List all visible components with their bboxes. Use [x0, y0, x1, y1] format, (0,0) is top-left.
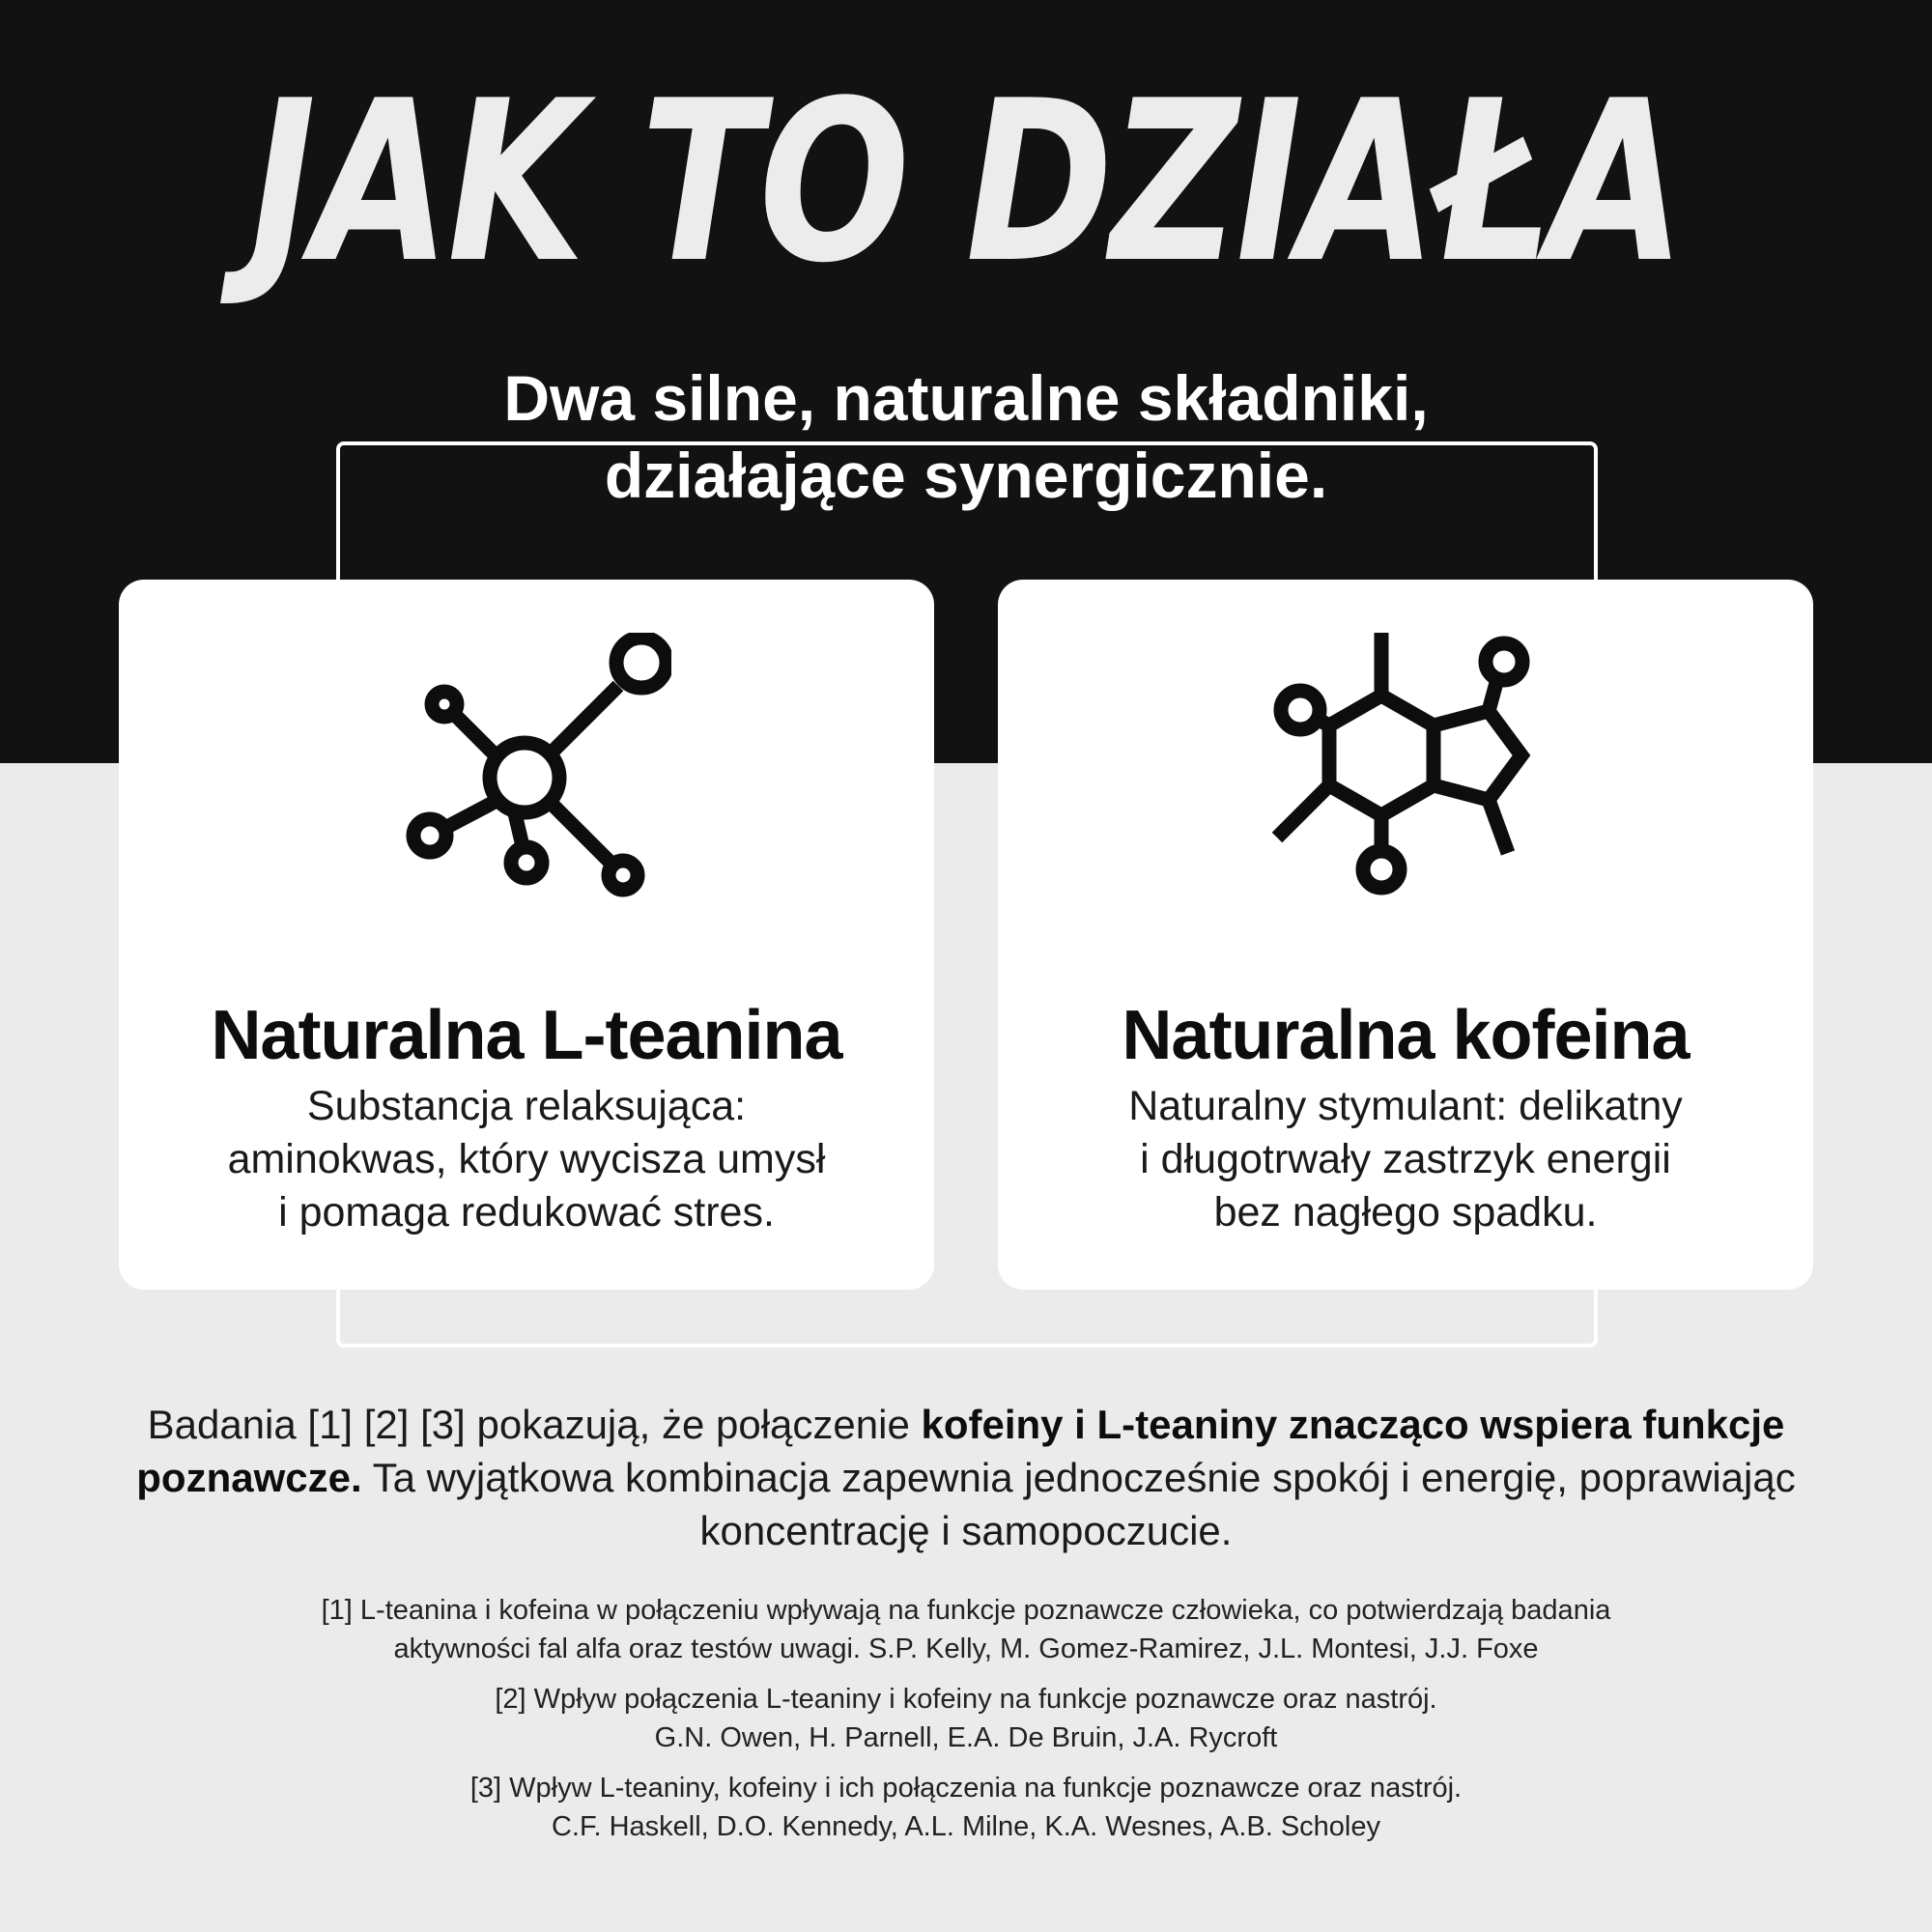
headline: JAK TO DZIAŁA: [249, 54, 1683, 312]
reference-line: [2] Wpływ połączenia L-teaniny i kofeiny na funkcje poznawcze oraz nastrój.: [495, 1684, 1437, 1715]
summary-text: Ta wyjątkowa kombinacja zapewnia jednocześnie spokój i energię, poprawiając koncentrację i samopoczucie.: [361, 1455, 1796, 1553]
card-description-line: aminokwas, który wycisza umysł: [227, 1136, 826, 1182]
subheadline-line-2: działające synergicznie.: [604, 440, 1328, 511]
card-description-line: Naturalny stymulant: delikatny: [1128, 1083, 1683, 1129]
reference-line: [3] Wpływ L-teaniny, kofeiny i ich połączenia na funkcje poznawcze oraz nastrój.: [469, 1773, 1463, 1804]
card-description: [119, 1080, 934, 1239]
summary-paragraph: [116, 1398, 1816, 1557]
card-title: Naturalna L-teanina: [211, 997, 842, 1074]
card-title: Naturalna kofeina: [1122, 997, 1690, 1074]
card-description-line: bez nagłego spadku.: [1213, 1189, 1598, 1236]
reference-line: [1] L-teanina i kofeina w połączeniu wpływają na funkcje poznawcze człowieka, co potwierdzają badania: [321, 1595, 1611, 1626]
summary-bold-text: kofeiny i L-teaniny znacząco wspiera funkcje poznawcze.: [136, 1402, 1785, 1500]
caffeine-molecule-icon: [998, 633, 1813, 923]
subheadline-line-1: Dwa silne, naturalne składniki,: [503, 362, 1429, 434]
card-description-line: i pomaga redukować stres.: [278, 1189, 775, 1236]
summary-text: Badania [1] [2] [3] pokazują, że połączenie: [147, 1402, 922, 1447]
reference-item: [145, 1591, 1787, 1668]
card-l-theanine: [119, 580, 934, 1290]
card-description-line: i długotrwały zastrzyk energii: [1140, 1136, 1671, 1182]
references: [145, 1591, 1787, 1858]
card-description-line: Substancja relaksująca:: [306, 1083, 747, 1129]
reference-line: aktywności fal alfa oraz testów uwagi. S.P. Kelly, M. Gomez-Ramirez, J.L. Montesi, J.J. Foxe: [393, 1634, 1539, 1664]
reference-item: [145, 1680, 1787, 1757]
molecule-network-icon: [119, 633, 934, 923]
reference-line: C.F. Haskell, D.O. Kennedy, A.L. Milne, K.A. Wesnes, A.B. Scholey: [551, 1811, 1381, 1842]
reference-item: [145, 1769, 1787, 1846]
subheadline: [0, 359, 1932, 514]
card-description: [998, 1080, 1813, 1239]
card-caffeine: [998, 580, 1813, 1290]
reference-line: G.N. Owen, H. Parnell, E.A. De Bruin, J.A. Rycroft: [654, 1722, 1278, 1753]
